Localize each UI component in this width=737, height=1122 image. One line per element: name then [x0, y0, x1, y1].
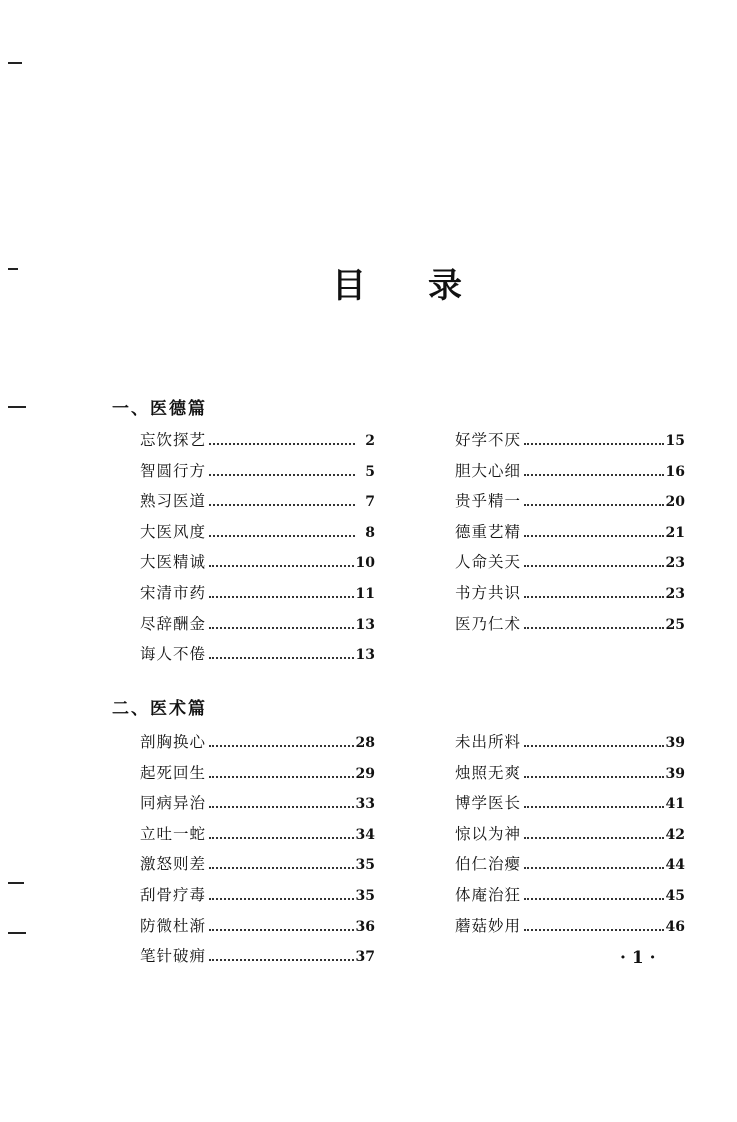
toc-entry-title: 笔针破痈: [140, 947, 207, 966]
section-heading: 二、医术篇: [112, 699, 207, 719]
toc-entry-title: 书方共识: [455, 583, 522, 602]
toc-entry: [140, 581, 375, 612]
toc-entry-title: 伯仁治瘿: [455, 855, 522, 874]
toc-entry-page: 44: [665, 857, 685, 874]
toc-entry-page: 16: [665, 463, 685, 480]
toc-entry-title: 同病异治: [140, 794, 207, 813]
toc-entry-page: 15: [665, 433, 685, 449]
dot-leader: [209, 504, 355, 506]
toc-entry-page: 42: [665, 826, 685, 843]
toc-entry: [140, 428, 375, 459]
toc-entry-page: 36: [355, 918, 375, 935]
dot-leader: [524, 867, 664, 869]
dot-leader: [209, 837, 354, 839]
dot-leader: [209, 806, 354, 808]
dot-leader: [209, 929, 354, 931]
dot-leader: [524, 745, 664, 747]
dot-leader: [209, 776, 354, 778]
dot-leader: [209, 535, 355, 537]
toc-entry-page: 39: [665, 735, 685, 751]
toc-entry: [455, 761, 685, 792]
toc-entry-page: 35: [355, 857, 375, 874]
dot-leader: [209, 745, 354, 747]
toc-entry-page: 23: [665, 585, 685, 602]
page-number: · 1 ·: [620, 948, 656, 968]
toc-entry-title: 剖胸换心: [140, 733, 207, 751]
scan-mark: [8, 932, 26, 934]
toc-entry-page: 25: [665, 616, 685, 633]
toc-entry-page: 11: [355, 585, 375, 602]
dot-leader: [209, 627, 354, 629]
toc-entry-page: 39: [665, 765, 685, 782]
toc-entry-title: 大医精诚: [140, 553, 207, 572]
toc-entry: [140, 791, 375, 822]
toc-entry-title: 贵乎精一: [455, 492, 522, 511]
page-title-char-2: 录: [428, 266, 462, 306]
dot-leader: [524, 474, 664, 476]
toc-entry: [455, 914, 685, 945]
toc-column: [455, 730, 685, 944]
dot-leader: [524, 837, 664, 839]
toc-entry: [140, 852, 375, 883]
toc-entry: [455, 883, 685, 914]
toc-entry-title: 烛照无爽: [455, 763, 522, 782]
toc-entry: [140, 883, 375, 914]
dot-leader: [524, 806, 664, 808]
toc-entry-title: 尽辞酬金: [140, 614, 207, 633]
toc-entry: [455, 612, 685, 643]
toc-entry-page: 35: [355, 887, 375, 904]
dot-leader: [209, 596, 354, 598]
toc-entry-page: 13: [355, 647, 375, 664]
scan-mark: [8, 406, 26, 408]
toc-entry: [140, 550, 375, 581]
toc-entry: [140, 914, 375, 945]
toc-entry: [140, 642, 375, 673]
dot-leader: [524, 627, 664, 629]
toc-entry-title: 刮骨疗毒: [140, 885, 207, 904]
dot-leader: [209, 474, 355, 476]
toc-entry: [140, 459, 375, 490]
toc-entry: [140, 822, 375, 853]
toc-entry: [455, 852, 685, 883]
toc-entry: [455, 791, 685, 822]
toc-entry: [140, 944, 375, 975]
toc-entry-title: 胆大心细: [455, 461, 522, 480]
scan-mark: [8, 62, 22, 64]
dot-leader: [209, 867, 354, 869]
toc-entry: [455, 428, 685, 459]
dot-leader: [524, 535, 664, 537]
toc-entry-page: 2: [365, 433, 375, 449]
toc-entry-title: 博学医长: [455, 794, 522, 813]
dot-leader: [524, 596, 664, 598]
toc-entry-page: 34: [355, 826, 375, 843]
toc-entry-page: 29: [355, 765, 375, 782]
toc-entry-title: 熟习医道: [140, 492, 207, 511]
toc-entry-title: 人命关天: [455, 553, 522, 572]
toc-entry-title: 激怒则差: [140, 855, 207, 874]
toc-entry: [140, 612, 375, 643]
dot-leader: [524, 898, 664, 900]
toc-entry-page: 28: [355, 735, 375, 751]
toc-entry-page: 46: [665, 918, 685, 935]
toc-entry-title: 立吐一蛇: [140, 824, 207, 843]
toc-column: [455, 428, 685, 642]
toc-entry: [455, 459, 685, 490]
toc-entry-title: 蘑菇妙用: [455, 916, 522, 935]
toc-entry: [455, 730, 685, 761]
dot-leader: [524, 776, 664, 778]
dot-leader: [209, 657, 354, 659]
toc-entry-page: 37: [355, 949, 375, 966]
toc-entry-title: 防微杜渐: [140, 916, 207, 935]
toc-entry: [140, 730, 375, 761]
toc-entry-page: 45: [665, 887, 685, 904]
dot-leader: [524, 929, 664, 931]
toc-entry-page: 13: [355, 616, 375, 633]
scan-mark: [8, 268, 18, 270]
toc-entry-page: 5: [365, 463, 375, 480]
toc-entry: [140, 520, 375, 551]
scan-mark: [8, 882, 24, 884]
toc-entry-title: 好学不厌: [455, 431, 522, 449]
dot-leader: [524, 504, 664, 506]
toc-entry: [455, 550, 685, 581]
toc-entry-title: 忘饮探艺: [140, 431, 207, 449]
dot-leader: [209, 959, 354, 961]
toc-entry-title: 诲人不倦: [140, 645, 207, 664]
dot-leader: [524, 443, 664, 445]
toc-entry-page: 8: [365, 524, 375, 541]
toc-entry-page: 10: [355, 555, 375, 572]
toc-entry-title: 智圆行方: [140, 461, 207, 480]
toc-column: [140, 730, 375, 975]
toc-entry-page: 7: [365, 494, 375, 511]
toc-entry: [455, 822, 685, 853]
toc-entry: [455, 581, 685, 612]
dot-leader: [209, 565, 354, 567]
section-heading: 一、医德篇: [112, 399, 207, 419]
dot-leader: [524, 565, 664, 567]
toc-entry: [140, 489, 375, 520]
toc-entry: [455, 520, 685, 551]
dot-leader: [209, 443, 355, 445]
toc-entry-title: 起死回生: [140, 763, 207, 782]
toc-entry-page: 33: [355, 796, 375, 813]
toc-entry-title: 未出所料: [455, 733, 522, 751]
toc-entry-page: 20: [665, 494, 685, 511]
toc-entry-title: 体庵治狂: [455, 885, 522, 904]
toc-entry-title: 医乃仁术: [455, 614, 522, 633]
dot-leader: [209, 898, 354, 900]
page-title-char-1: 目: [332, 266, 366, 306]
toc-entry: [140, 761, 375, 792]
toc-entry-title: 宋清市药: [140, 583, 207, 602]
toc-column: [140, 428, 375, 673]
toc-entry-page: 21: [665, 524, 685, 541]
toc-entry-title: 大医风度: [140, 522, 207, 541]
toc-entry-page: 41: [665, 796, 685, 813]
toc-entry-title: 惊以为神: [455, 824, 522, 843]
toc-entry: [455, 489, 685, 520]
toc-entry-page: 23: [665, 555, 685, 572]
toc-entry-title: 德重艺精: [455, 522, 522, 541]
